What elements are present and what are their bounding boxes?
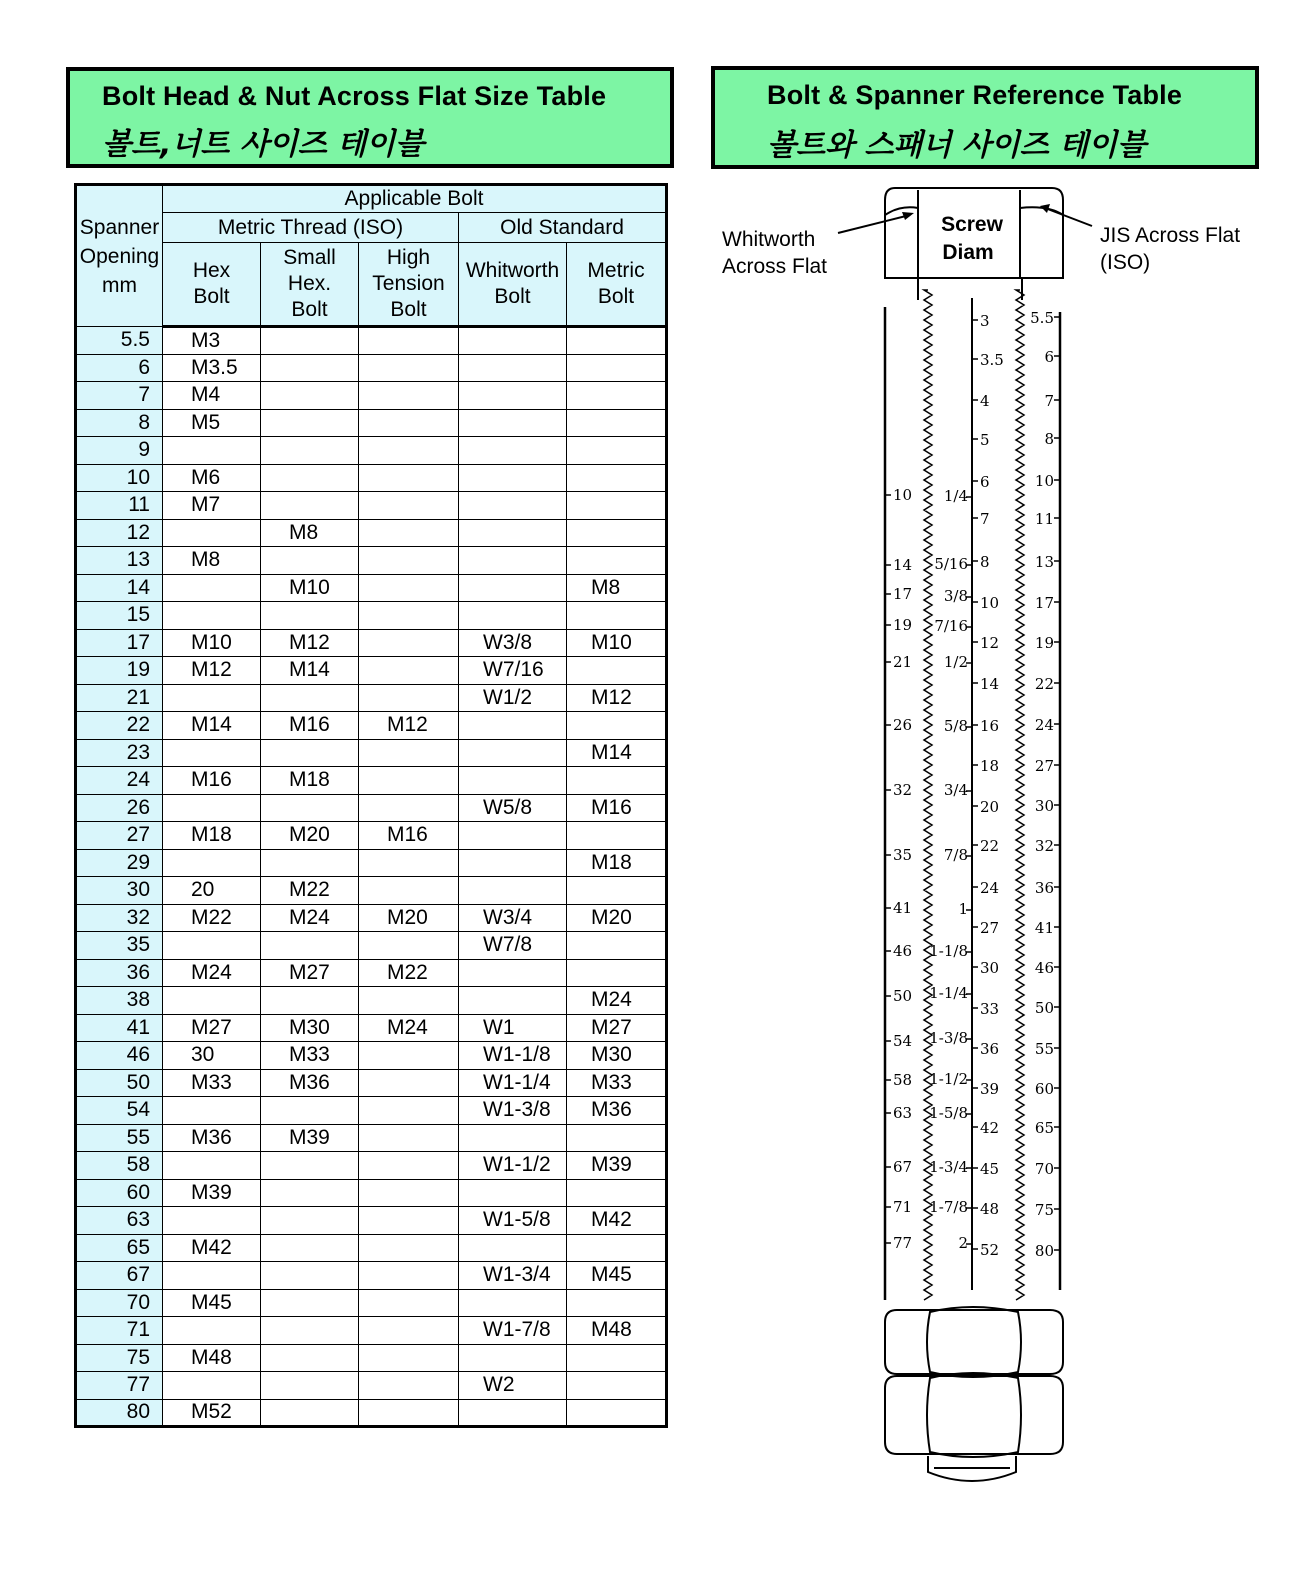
- bolt-cell: M18: [163, 822, 261, 850]
- opening-cell: 24: [76, 767, 163, 795]
- bolt-cell: M24: [567, 987, 667, 1015]
- header-metric-bolt: Metric Bolt: [567, 243, 667, 327]
- opening-cell: 36: [76, 959, 163, 987]
- jis-af-scale-label: 7: [1044, 392, 1054, 410]
- bolt-cell: M48: [163, 1344, 261, 1372]
- whitworth-af-scale-label: 71: [893, 1198, 913, 1216]
- opening-cell: 21: [76, 684, 163, 712]
- whitworth-diam-scale-label: 1/4: [943, 487, 968, 505]
- whitworth-diam-scale-label: 1-5/8: [929, 1104, 968, 1122]
- jis-arrow: [1045, 208, 1092, 226]
- opening-cell: 54: [76, 1097, 163, 1125]
- opening-cell: 27: [76, 822, 163, 850]
- whitworth-af-scale-label: 10: [893, 486, 913, 504]
- opening-cell: 67: [76, 1262, 163, 1290]
- metric-diam-scale-label: 52: [980, 1241, 1000, 1259]
- whitworth-af-scale-label: 14: [893, 556, 913, 574]
- bolt-cell: W1-1/2: [459, 1152, 567, 1180]
- bolt-cell: M7: [163, 492, 261, 520]
- opening-cell: 15: [76, 602, 163, 630]
- bolt-cell: W1-5/8: [459, 1207, 567, 1235]
- bolt-cell: M27: [163, 1014, 261, 1042]
- bolt-cell: M33: [567, 1069, 667, 1097]
- header-applicable-bolt: Applicable Bolt: [163, 185, 667, 213]
- metric-diam-scale-label: 6: [980, 473, 990, 491]
- metric-diam-scale-label: 48: [980, 1200, 1000, 1218]
- metric-diam-scale-label: 5: [980, 431, 990, 449]
- opening-cell: 32: [76, 904, 163, 932]
- whitworth-diam-scale-label: 1-1/2: [929, 1070, 968, 1088]
- header-hex-bolt: Hex Bolt: [163, 243, 261, 327]
- jis-af-scale-label: 80: [1034, 1242, 1054, 1260]
- bolt-cell: M30: [261, 1014, 359, 1042]
- jis-af-scale-label: 50: [1034, 999, 1054, 1017]
- metric-diam-scale-label: 45: [980, 1160, 1000, 1178]
- header-whitworth-bolt: Whitworth Bolt: [459, 243, 567, 327]
- screw-diam-label-line2: Diam: [942, 241, 994, 264]
- bolt-cell: M39: [261, 1124, 359, 1152]
- opening-cell: 58: [76, 1152, 163, 1180]
- opening-cell: 17: [76, 629, 163, 657]
- opening-cell: 5.5: [76, 327, 163, 355]
- metric-diam-scale-label: 3: [980, 312, 990, 330]
- opening-cell: 23: [76, 739, 163, 767]
- bolt-head-chamfer-left: [885, 207, 918, 215]
- bolt-cell: M20: [567, 904, 667, 932]
- nut-upper: [885, 1310, 1063, 1374]
- bolt-cell: M42: [567, 1207, 667, 1235]
- jis-af-scale-label: 19: [1034, 634, 1054, 652]
- bolt-cell: M12: [163, 657, 261, 685]
- bolt-cell: M45: [567, 1262, 667, 1290]
- jis-af-scale-label: 24: [1034, 716, 1054, 734]
- bolt-cell: M20: [261, 822, 359, 850]
- bolt-cell: M6: [163, 464, 261, 492]
- bolt-cell: M24: [359, 1014, 459, 1042]
- bolt-cell: W1-1/4: [459, 1069, 567, 1097]
- jis-af-scale-label: 70: [1034, 1160, 1054, 1178]
- bolt-cell: M48: [567, 1317, 667, 1345]
- metric-diam-scale-label: 39: [980, 1080, 1000, 1098]
- whitworth-af-scale-label: 35: [893, 846, 913, 864]
- opening-cell: 41: [76, 1014, 163, 1042]
- bolt-cell: M27: [567, 1014, 667, 1042]
- bolt-cell: M52: [163, 1399, 261, 1427]
- whitworth-label-line1: Whitworth: [722, 228, 816, 251]
- metric-diam-scale-label: 4: [980, 392, 990, 410]
- whitworth-diam-scale-label: 1-3/4: [929, 1158, 968, 1176]
- whitworth-af-scale-label: 41: [893, 899, 913, 917]
- whitworth-label-line2: Across Flat: [722, 255, 828, 278]
- metric-diam-scale-label: 3.5: [980, 351, 1004, 369]
- opening-cell: 35: [76, 932, 163, 960]
- bolt-cell: M45: [163, 1289, 261, 1317]
- whitworth-arrow: [838, 215, 910, 233]
- bolt-cell: M8: [261, 519, 359, 547]
- screw-diam-label-line1: Screw: [941, 213, 1003, 236]
- whitworth-af-scale-label: 58: [893, 1071, 913, 1089]
- bolt-cell: W1-7/8: [459, 1317, 567, 1345]
- metric-diam-scale-label: 42: [980, 1119, 1000, 1137]
- bolt-cell: M24: [163, 959, 261, 987]
- metric-diam-scale-label: 20: [980, 798, 1000, 816]
- thread-left: [924, 290, 932, 1300]
- metric-diam-scale-label: 14: [980, 675, 1000, 693]
- metric-diam-scale-label: 36: [980, 1040, 1000, 1058]
- bolt-cell: M27: [261, 959, 359, 987]
- whitworth-af-scale-label: 54: [893, 1032, 913, 1050]
- metric-diam-scale-label: 16: [980, 717, 1000, 735]
- bolt-cell: W1: [459, 1014, 567, 1042]
- metric-diam-scale-label: 30: [980, 959, 1000, 977]
- bolt-cell: M22: [359, 959, 459, 987]
- bolt-cell: M12: [567, 684, 667, 712]
- bolt-cell: M16: [163, 767, 261, 795]
- whitworth-diam-scale-label: 2: [958, 1234, 968, 1252]
- whitworth-diam-scale-label: 1-3/8: [929, 1029, 968, 1047]
- bolt-cell: M30: [567, 1042, 667, 1070]
- bolt-cell: W1/2: [459, 684, 567, 712]
- bolt-cell: W1-1/8: [459, 1042, 567, 1070]
- whitworth-diam-scale-label: 7/8: [943, 846, 968, 864]
- whitworth-af-scale-label: 26: [893, 716, 913, 734]
- bolt-cell: M14: [163, 712, 261, 740]
- jis-af-scale-label: 22: [1034, 675, 1054, 693]
- opening-cell: 38: [76, 987, 163, 1015]
- opening-cell: 10: [76, 464, 163, 492]
- bolt-cell: W2: [459, 1372, 567, 1400]
- header-spanner-opening: Spanner Opening mm: [76, 185, 163, 327]
- jis-af-scale-label: 6: [1044, 348, 1054, 366]
- jis-af-scale-label: 55: [1034, 1040, 1054, 1058]
- bolt-cell: 30: [163, 1042, 261, 1070]
- opening-cell: 63: [76, 1207, 163, 1235]
- header-small-hex-bolt: Small Hex. Bolt: [261, 243, 359, 327]
- bolt-cell: M10: [261, 574, 359, 602]
- metric-diam-scale-label: 33: [980, 1000, 1000, 1018]
- whitworth-af-scale-label: 32: [893, 781, 913, 799]
- metric-diam-scale-label: 8: [980, 553, 990, 571]
- jis-af-scale-label: 17: [1034, 594, 1054, 612]
- whitworth-diam-scale-label: 5/8: [943, 717, 968, 735]
- opening-cell: 80: [76, 1399, 163, 1427]
- metric-diam-scale-label: 27: [980, 919, 1000, 937]
- opening-cell: 11: [76, 492, 163, 520]
- opening-cell: 30: [76, 877, 163, 905]
- opening-cell: 55: [76, 1124, 163, 1152]
- bolt-cell: M36: [163, 1124, 261, 1152]
- whitworth-af-scale-label: 77: [893, 1234, 913, 1252]
- header-high-tension-bolt: High Tension Bolt: [359, 243, 459, 327]
- bolt-cell: W7/16: [459, 657, 567, 685]
- jis-af-scale-label: 75: [1034, 1201, 1054, 1219]
- jis-af-scale-label: 27: [1034, 757, 1054, 775]
- right-title-korean: 볼트와 스패너 사이즈 테이블: [767, 128, 1147, 163]
- opening-cell: 77: [76, 1372, 163, 1400]
- bolt-cell: M4: [163, 382, 261, 410]
- whitworth-diam-scale-label: 5/16: [934, 555, 968, 573]
- jis-label-line2: (ISO): [1100, 251, 1151, 274]
- metric-diam-scale-label: 12: [980, 634, 1000, 652]
- bolt-cell: M8: [567, 574, 667, 602]
- metric-diam-scale-label: 22: [980, 837, 1000, 855]
- jis-af-scale-label: 8: [1044, 430, 1054, 448]
- bolt-cell: M14: [261, 657, 359, 685]
- nut-lower: [885, 1376, 1063, 1454]
- bolt-cell: M12: [359, 712, 459, 740]
- opening-cell: 12: [76, 519, 163, 547]
- whitworth-af-scale-label: 17: [893, 585, 913, 603]
- jis-af-scale-label: 5.5: [1030, 309, 1054, 327]
- left-title-english: Bolt Head & Nut Across Flat Size Table: [102, 81, 607, 111]
- whitworth-diam-scale-label: 1: [958, 900, 968, 918]
- bolt-cell: M18: [261, 767, 359, 795]
- opening-cell: 65: [76, 1234, 163, 1262]
- bolt-cell: W1-3/8: [459, 1097, 567, 1125]
- jis-af-scale-label: 41: [1034, 919, 1054, 937]
- opening-cell: 14: [76, 574, 163, 602]
- metric-diam-scale-label: 10: [980, 594, 1000, 612]
- bolt-cell: M36: [261, 1069, 359, 1097]
- opening-cell: 7: [76, 382, 163, 410]
- jis-af-scale-label: 60: [1034, 1080, 1054, 1098]
- nut-upper-face: [927, 1307, 1021, 1377]
- whitworth-af-scale-label: 46: [893, 942, 913, 960]
- thread-right: [1016, 290, 1024, 1300]
- jis-af-scale-label: 13: [1034, 553, 1054, 571]
- jis-af-scale-label: 30: [1034, 797, 1054, 815]
- jis-af-scale-label: 11: [1034, 510, 1054, 528]
- opening-cell: 71: [76, 1317, 163, 1345]
- bolt-cell: M12: [261, 629, 359, 657]
- whitworth-diam-scale-label: 1-7/8: [929, 1198, 968, 1216]
- bolt-cell: W5/8: [459, 794, 567, 822]
- whitworth-diam-scale-label: 1/2: [943, 653, 968, 671]
- bolt-cell: M16: [567, 794, 667, 822]
- metric-diam-scale-label: 7: [980, 510, 990, 528]
- whitworth-af-scale-label: 67: [893, 1158, 913, 1176]
- whitworth-af-scale-label: 19: [893, 616, 913, 634]
- whitworth-diam-scale-label: 1-1/4: [929, 984, 968, 1002]
- opening-cell: 60: [76, 1179, 163, 1207]
- jis-af-scale-label: 36: [1034, 879, 1054, 897]
- metric-diam-scale-label: 18: [980, 757, 1000, 775]
- opening-cell: 6: [76, 354, 163, 382]
- bolt-cell: M24: [261, 904, 359, 932]
- whitworth-diam-scale-label: 7/16: [934, 617, 968, 635]
- bolt-cell: M16: [261, 712, 359, 740]
- bolt-cell: W3/4: [459, 904, 567, 932]
- bolt-cell: M22: [163, 904, 261, 932]
- bolt-cell: M14: [567, 739, 667, 767]
- bolt-cell: M8: [163, 547, 261, 575]
- bolt-cell: M3: [163, 327, 261, 355]
- whitworth-arrow-head: [902, 212, 914, 220]
- jis-label-line1: JIS Across Flat: [1100, 224, 1241, 247]
- left-title-korean: 볼트,너트 사이즈 테이블: [102, 127, 425, 162]
- jis-af-scale-label: 46: [1034, 959, 1054, 977]
- opening-cell: 9: [76, 437, 163, 465]
- bolt-cell: M33: [261, 1042, 359, 1070]
- bolt-cell: M22: [261, 877, 359, 905]
- header-old-standard: Old Standard: [459, 213, 667, 243]
- opening-cell: 22: [76, 712, 163, 740]
- opening-cell: 26: [76, 794, 163, 822]
- header-metric-thread: Metric Thread (ISO): [163, 213, 459, 243]
- bolt-cell: W3/8: [459, 629, 567, 657]
- nut-lower-face: [927, 1373, 1021, 1457]
- bolt-cell: M16: [359, 822, 459, 850]
- bolt-cell: M36: [567, 1097, 667, 1125]
- bolt-cell: M18: [567, 849, 667, 877]
- whitworth-diam-scale-label: 1-1/8: [929, 942, 968, 960]
- whitworth-af-scale-label: 50: [893, 987, 913, 1005]
- jis-af-scale-label: 32: [1034, 837, 1054, 855]
- opening-cell: 70: [76, 1289, 163, 1317]
- bolt-cell: M42: [163, 1234, 261, 1262]
- jis-af-scale-label: 65: [1034, 1119, 1054, 1137]
- opening-cell: 13: [76, 547, 163, 575]
- opening-cell: 75: [76, 1344, 163, 1372]
- jis-af-scale-label: 10: [1034, 472, 1054, 490]
- opening-cell: 29: [76, 849, 163, 877]
- opening-cell: 19: [76, 657, 163, 685]
- whitworth-af-scale-label: 63: [893, 1104, 913, 1122]
- opening-cell: 46: [76, 1042, 163, 1070]
- bolt-cell: M3.5: [163, 354, 261, 382]
- bolt-head-chamfer-right: [1020, 207, 1063, 215]
- bolt-cell: W7/8: [459, 932, 567, 960]
- bolt-cell: M5: [163, 409, 261, 437]
- bolt-cell: M20: [359, 904, 459, 932]
- bolt-cell: M39: [163, 1179, 261, 1207]
- whitworth-diam-scale-label: 3/4: [943, 781, 968, 799]
- bolt-cell: M10: [567, 629, 667, 657]
- metric-diam-scale-label: 24: [980, 879, 1000, 897]
- bolt-cell: W1-3/4: [459, 1262, 567, 1290]
- whitworth-af-scale-label: 21: [893, 653, 913, 671]
- opening-cell: 8: [76, 409, 163, 437]
- bolt-cell: M39: [567, 1152, 667, 1180]
- bolt-cell: 20: [163, 877, 261, 905]
- bolt-cell: M10: [163, 629, 261, 657]
- right-title-english: Bolt & Spanner Reference Table: [767, 80, 1183, 110]
- whitworth-diam-scale-label: 3/8: [943, 587, 968, 605]
- opening-cell: 50: [76, 1069, 163, 1097]
- bolt-cell: M33: [163, 1069, 261, 1097]
